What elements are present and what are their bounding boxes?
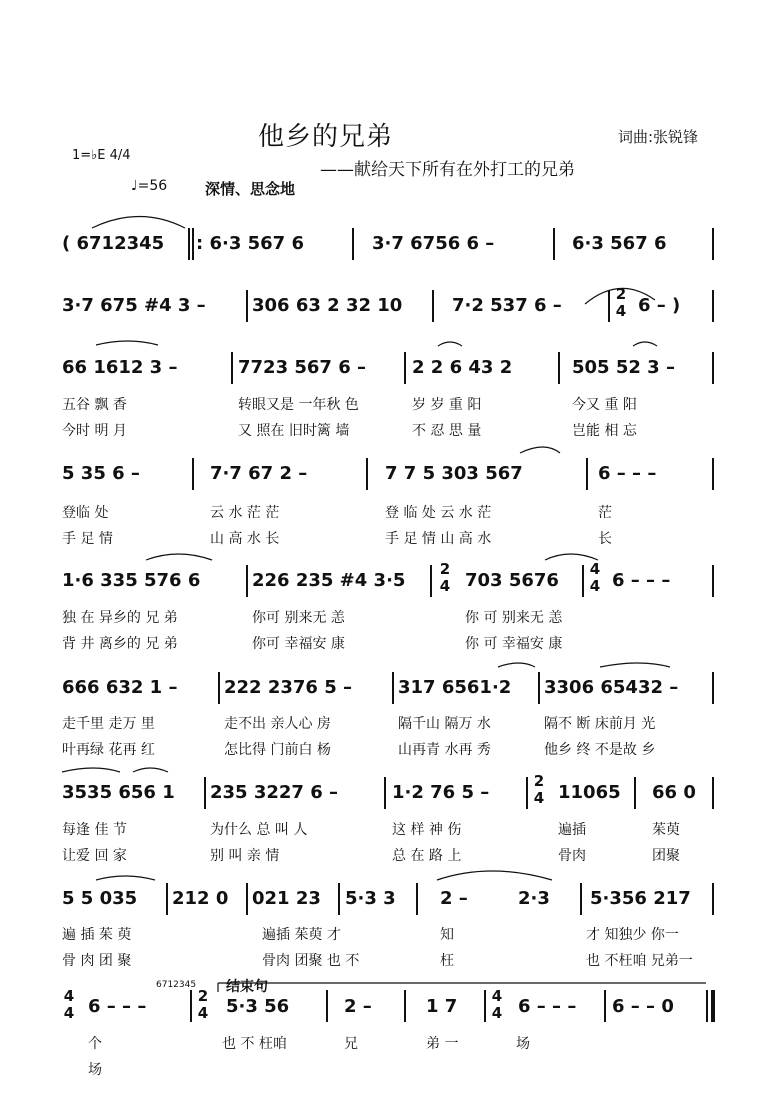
lyric-row7-l1: 遍插 茱萸 才 — [262, 927, 341, 943]
notes-row8-m4: 6 – – – — [518, 996, 577, 1017]
lyric-row8-l1: 兄 — [344, 1036, 358, 1052]
lyric-row5-l2: 怎比得 门前白 杨 — [224, 742, 331, 758]
lyric-row4-l2: 你 可 幸福安 康 — [465, 636, 563, 652]
lyric-row6-l1: 为什么 总 叫 人 — [210, 822, 308, 838]
notes-row6-m1: 235 3227 6 – — [210, 782, 338, 803]
notes-row5-m3: 3306 65432 – — [544, 677, 679, 698]
notes-row1-m3: 6 – ) — [638, 295, 681, 316]
composer-credit: 词曲:张锐锋 — [618, 128, 699, 146]
time-signature-4-4: 4 4 — [589, 560, 601, 595]
notes-row4-m3: 6 – – – — [612, 570, 671, 591]
notes-row0-m3: 6·3 567 6 — [572, 233, 667, 254]
time-signature-4-4: 4 4 — [491, 987, 503, 1022]
notes-row8-m2: 2 – — [344, 996, 372, 1017]
notes-row7-m3: 5·3 3 — [345, 888, 396, 909]
lyric-row4-l1: 独 在 异乡的 兄 弟 — [62, 610, 178, 626]
lyric-row3-l2: 长 — [598, 531, 612, 547]
notes-row8-m5: 6 – – 0 — [612, 996, 674, 1017]
lyric-row5-l2: 山再青 水再 秀 — [398, 742, 491, 758]
notes-row4-m1: 226 235 #4 3·5 — [252, 570, 406, 591]
notes-row0-m0: ( 6712345 — [62, 233, 165, 254]
lyric-row6-l2: 骨肉 — [558, 848, 586, 864]
tempo-mark: ♩=56 — [131, 178, 168, 194]
notes-row3-m0: 5 35 6 – — [62, 463, 140, 484]
lyric-row3-l1: 茫 — [598, 505, 612, 521]
notes-row6-m3: 11065 — [558, 782, 621, 803]
time-signature-4-4: 4 4 — [63, 987, 75, 1022]
lyric-row2-l1: 岁 岁 重 阳 — [412, 397, 482, 413]
notes-row8-m3: 1 7 — [426, 996, 458, 1017]
lyric-row6-l1: 这 样 神 伤 — [392, 822, 462, 838]
lyric-row7-l1: 遍 插 茱 萸 — [62, 927, 132, 943]
lyric-row2-l2: 不 忍 思 量 — [412, 423, 482, 439]
lyric-row8-l1: 也 不 枉咱 — [222, 1036, 287, 1052]
lyric-row8-l2: 场 — [88, 1062, 102, 1078]
lyric-row3-l1: 登临 处 — [62, 505, 109, 521]
lyric-row4-l1: 你可 别来无 恙 — [252, 610, 345, 626]
notes-row5-m1: 222 2376 5 – — [224, 677, 352, 698]
notes-row8-m0: 6 – – – — [88, 996, 147, 1017]
expression-mark: 深情、思念地 — [205, 180, 296, 198]
lyric-row6-l1: 茱萸 — [652, 822, 680, 838]
lyric-row7-l2: 骨肉 团聚 也 不 — [262, 953, 360, 969]
lyric-row6-l2: 总 在 路 上 — [392, 848, 462, 864]
lyric-row3-l1: 登 临 处 云 水 茫 — [385, 505, 492, 521]
lyric-row7-l2: 枉 — [440, 953, 454, 969]
key-signature: 1=♭E 4/4 — [72, 148, 131, 163]
time-signature-2-4: 2 4 — [439, 560, 451, 595]
lyric-row8-l1: 场 — [516, 1036, 530, 1052]
notes-row4-m2: 703 5676 — [465, 570, 559, 591]
notes-row0-m1: : 6·3 567 6 — [196, 233, 304, 254]
notes-row7-m6: 5·356 217 — [590, 888, 691, 909]
notes-row0-m2: 3·7 6756 6 – — [372, 233, 495, 254]
lyric-row5-l1: 隔千山 隔万 水 — [398, 716, 491, 732]
grace-notes: 6712345 — [156, 980, 197, 990]
notes-row3-m1: 7·7 67 2 – — [210, 463, 308, 484]
time-signature-2-4: 2 4 — [197, 987, 209, 1022]
ending-label: 结束句 — [226, 979, 268, 995]
lyric-row7-l2: 骨 肉 团 聚 — [62, 953, 132, 969]
notes-row7-m0: 5 5 035 — [62, 888, 138, 909]
lyric-row4-l1: 你 可 别来无 恙 — [465, 610, 563, 626]
lyric-row6-l1: 遍插 — [558, 822, 586, 838]
lyric-row5-l1: 隔不 断 床前月 光 — [544, 716, 656, 732]
lyric-row3-l2: 手 足 情 — [62, 531, 113, 547]
notes-row7-m4: 2 – — [440, 888, 468, 909]
lyric-row2-l2: 又 照在 旧时篱 墙 — [238, 423, 350, 439]
notes-row6-m2: 1·2 76 5 – — [392, 782, 490, 803]
lyric-row5-l1: 走不出 亲人心 房 — [224, 716, 331, 732]
notes-row3-m3: 6 – – – — [598, 463, 657, 484]
notes-row5-m2: 317 6561·2 — [398, 677, 512, 698]
notes-row7-m1: 212 0 — [172, 888, 229, 909]
lyric-row3-l2: 山 高 水 长 — [210, 531, 280, 547]
lyric-row3-l2: 手 足 情 山 高 水 — [385, 531, 492, 547]
lyric-row2-l2: 今时 明 月 — [62, 423, 127, 439]
notes-row2-m1: 7723 567 6 – — [238, 357, 366, 378]
lyric-row6-l2: 别 叫 亲 情 — [210, 848, 280, 864]
notes-row6-m0: 3535 656 1 — [62, 782, 175, 803]
lyric-row8-l1: 弟 一 — [426, 1036, 459, 1052]
time-signature-2-4: 2 4 — [533, 772, 545, 807]
lyric-row7-l1: 才 知独少 你一 — [586, 927, 679, 943]
lyric-row3-l1: 云 水 茫 茫 — [210, 505, 280, 521]
notes-row7-m2: 021 23 — [252, 888, 321, 909]
notes-row2-m2: 2 2 6 43 2 — [412, 357, 513, 378]
notes-row2-m3: 505 52 3 – — [572, 357, 675, 378]
lyric-row5-l2: 叶再绿 花再 红 — [62, 742, 155, 758]
lyric-row6-l2: 团聚 — [652, 848, 680, 864]
notes-row3-m2: 7 7 5 303 567 — [385, 463, 523, 484]
notes-row5-m0: 666 632 1 – — [62, 677, 178, 698]
lyric-row8-l1: 个 — [88, 1036, 102, 1052]
notes-row1-m2: 7·2 537 6 – — [452, 295, 562, 316]
lyric-row7-l1: 知 — [440, 927, 454, 943]
lyric-row6-l2: 让爱 回 家 — [62, 848, 127, 864]
lyric-row2-l2: 岂能 相 忘 — [572, 423, 637, 439]
lyric-row2-l1: 今又 重 阳 — [572, 397, 637, 413]
lyric-row2-l1: 五谷 飘 香 — [62, 397, 127, 413]
lyric-row5-l1: 走千里 走万 里 — [62, 716, 155, 732]
time-signature-2-4: 2 4 — [615, 285, 627, 320]
lyric-row4-l2: 你可 幸福安 康 — [252, 636, 345, 652]
notes-row1-m1: 306 63 2 32 10 — [252, 295, 403, 316]
notes-row8-m1: 5·3 56 — [226, 996, 290, 1017]
notes-row4-m0: 1·6 335 576 6 — [62, 570, 201, 591]
lyric-row4-l2: 背 井 离乡的 兄 弟 — [62, 636, 178, 652]
song-subtitle: ——献给天下所有在外打工的兄弟 — [320, 160, 575, 180]
lyric-row6-l1: 每逢 佳 节 — [62, 822, 127, 838]
notes-row2-m0: 66 1612 3 – — [62, 357, 178, 378]
lyric-row2-l1: 转眼又是 一年秋 色 — [238, 397, 359, 413]
song-title: 他乡的兄弟 — [258, 122, 394, 152]
lyric-row5-l2: 他乡 终 不是故 乡 — [544, 742, 656, 758]
notes-row1-m0: 3·7 675 #4 3 – — [62, 295, 206, 316]
notes-row7-m5: 2·3 — [518, 888, 550, 909]
notes-row6-m4: 66 0 — [652, 782, 696, 803]
lyric-row7-l2: 也 不枉咱 兄弟一 — [586, 953, 693, 969]
